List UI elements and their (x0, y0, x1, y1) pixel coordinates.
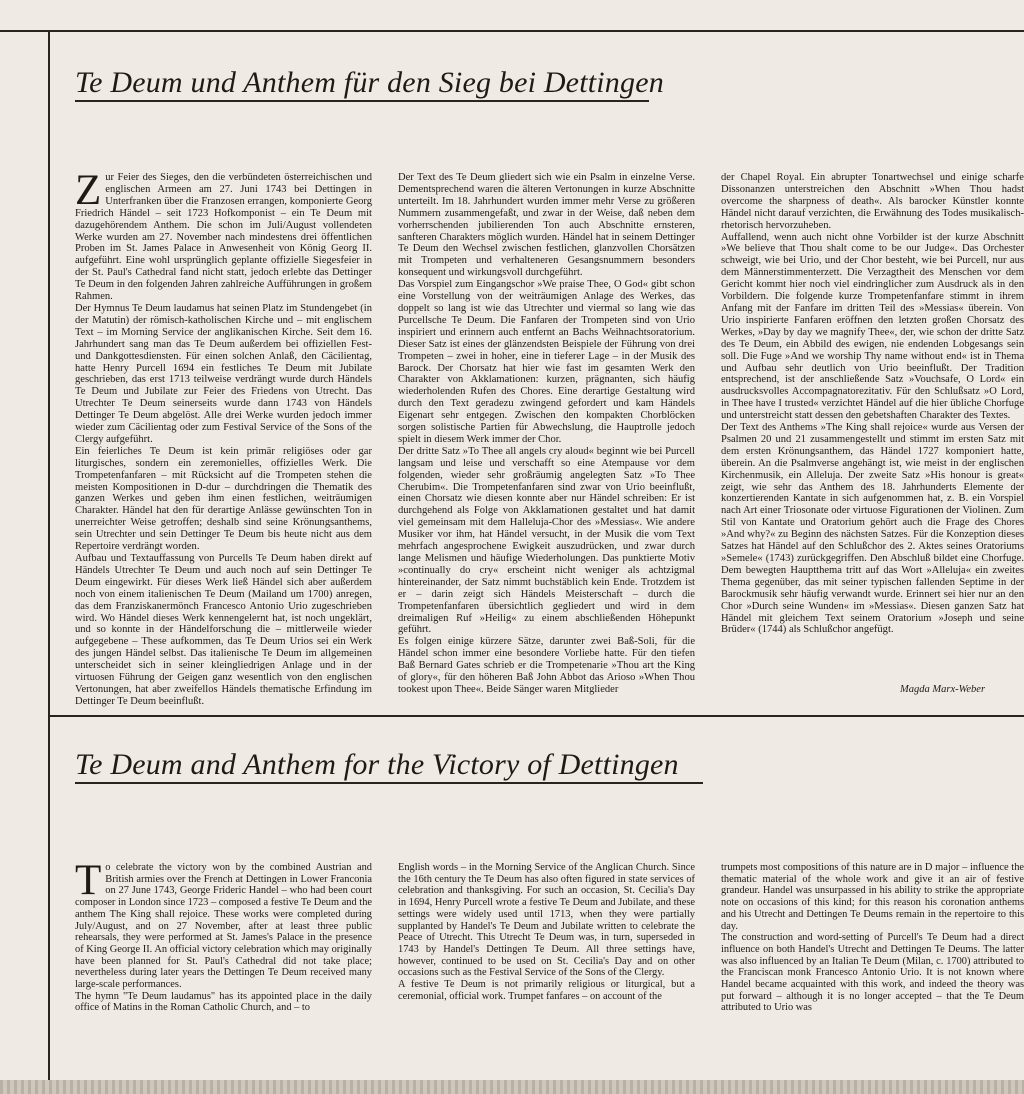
german-paragraph (75, 167, 372, 303)
english-title: Te Deum and Anthem for the Victory of Dettingen (75, 748, 679, 781)
german-dropcap: Z (75, 167, 102, 214)
german-paragraph: Aufbau und Textauffassung von Purcells Te Deum haben direkt auf Händels Utrechter Te Deum und auch noch auf sein Dettinger Te Deum eingewirkt. Für dieses Werk ließ Händel sich aber außerdem noch von einem italienischen Te Deum (Mailand um 1700) anregen, das dem Franziskanermönch Francesco Antonio Urio zugeschrieben wird. Wo Händel dieses Werk kennengelernt hat, ist noch ungeklärt, und so konnte in der Händelforschung die – mittlerweile wieder aufgegebene – These aufkommen, das Te Deum Urios sei ein Werk des jungen Händel selbst. Das italienische Te Deum im allgemeinen unterscheidet sich in seiner kleingliedrigen Anlage und in der virtuosen Führung der Geigen ganz wesentlich von den englischen Vertonungen, hat aber zweifellos Händels thematische Erfindung im Dettinger Te Deum beeinflußt. (75, 553, 372, 707)
german-column-2 (398, 172, 695, 695)
german-paragraph: Der Hymnus Te Deum laudamus hat seinen Platz im Stundengebet (in der Matutin) der römisch-katholischen Kirche und – mit englischem Text – im Morning Service der anglikanischen Kirche. Seit dem 16. Jahrhundert sang man das Te Deum außerdem bei offiziellen Fest- und Dankgottesdiensten. Für einen solchen Anlaß, den Cäcilientag, hatte Henry Purcell 1694 ein festliches Te Deum mit Jubilate geschrieben, das erst 1713 teilweise verdrängt wurde durch Händels Te Deum und Jubilate zur Feier des Friedens von Utrecht. Das Utrechter Te Deum seinerseits wurde dann 1743 von Händels Dettinger Te Deum abgelöst. Alle drei Werke wurden jedoch immer wieder zum Cäcilientag oder zum Festival Service of the Sons of the Clergy aufgeführt. (75, 302, 372, 445)
english-paragraph (75, 857, 372, 991)
section-divider (50, 715, 1024, 717)
german-paragraph: Ein feierliches Te Deum ist kein primär religiöses oder gar liturgisches, sondern ein zeremonielles, offizielles Werk. Die Trompetenfanfaren – mit Rücksicht auf die Trompeten stehen die meisten Kompositionen in D-dur – durchdringen die Thematik des ganzen Werkes und geben ihm einen festlichen, weiträumigen Charakter. Händel hat den für derartige Anlässe gewünschten Ton in unerreichter Weise getroffen; deshalb sind seine Krönungsanthems, sein Utrechter und sein Dettinger Te Deum bis heute nicht aus dem Repertoire verdrängt worden. (75, 445, 372, 553)
english-paragraph: The hymn "Te Deum laudamus" has its appointed place in the daily office of Matins in the Roman Catholic Church, and – to (75, 990, 372, 1014)
english-paragraph-text: o celebrate the victory won by the combined Austrian and British armies over the French at Dettingen in Lower Franconia on 27 June 1743, George Frideric Handel – who had been court composer in London since 1723 – composed a festive Te Deum and the anthem The King shall rejoice. These works were completed during July/August, and on 27 November, after at least three public rehearsals, they were performed at St. James's Palace in the presence of King George II. An official victory celebration which may originally have been planned for St. Paul's Cathedral did not take place; nevertheless during later years the Dettingen Te Deum received many large-scale performances. (75, 862, 372, 991)
page-edge (0, 1080, 1024, 1094)
english-paragraph: A festive Te Deum is not primarily religious or liturgical, but a ceremonial, official work. Trumpet fanfares – on account of the (398, 979, 695, 1002)
english-column-3 (721, 862, 1024, 1067)
german-column-1 (75, 167, 372, 707)
english-dropcap: T (75, 857, 102, 904)
german-paragraph: der Chapel Royal. Ein abrupter Tonartwechsel und einige scharfe Dissonanzen unterstreichen den Abschnitt »When Thou hadst overcome the sharpness of death«. Als barocker Künstler konnte Händel nicht darauf verzichten, die Erwähnung des Todes musikalisch-rhetorisch hervorzuheben. (721, 172, 1024, 231)
german-paragraph: Der dritte Satz »To Thee all angels cry aloud« beginnt wie bei Purcell langsam und leise und verschafft so eine Atempause vor dem folgenden, wieder sehr großräumig angelegten Satz »To Thee Cherubim«. Die Trompetenfanfaren sind zwar von Urio beeinflußt, einen Chorsatz wie diesen konnte aber nur Händel schreiben: Er ist durchgehend als Folge von Akklamationen gestaltet und hat damit viel gemeinsam mit dem Halleluja-Chor des »Messias«. Wie andere Musiker vor ihm, hat Händel versucht, in der Musik die vom Text mehrfach angesprochene Ewigkeit auszudrücken, und zwar durch lange Melismen und häufige Wiederholungen. Das punktierte Motiv »continually do cry« erscheint nicht weniger als achtzigmal hintereinander, der Satz nimmt buchstäblich kein Ende. Trotzdem ist er – darin zeigt sich Händels Meisterschaft – durch die Trompetenfanfaren übersichtlich gegliedert und wird in dem dreimaligen Ruf »Heilig« zu einem abschließenden Höhepunkt geführt. (398, 445, 695, 636)
german-paragraph: Das Vorspiel zum Eingangschor »We praise Thee, O God« gibt schon eine Vorstellung von der weiträumigen Anlage des Werkes, das doppelt so lang ist wie das Utrechter und viermal so lang wie das Purcellsche Te Deum. Die Fanfaren der Trompeten sind von Urio inspiriert und erinnern auch entfernt an Bachs Weihnachtsoratorium. Dieser Satz ist eines der glänzendsten Beispiele der Führung von drei Trompeten – zwei in hoher, eine in tieferer Lage – in der Musik des Barock. Der Chorsatz hat hier wie fast im gesamten Werk den Charakter von Akklamationen: kurzen, prägnanten, sich häufig wiederholenden Rufen des Chores. Eine derartige Gestaltung wird durch den Text geradezu zwingend gefordert und kam Händels Eigenart sehr entgegen. Zwischen den kompakten Chorblöcken sorgen solistische Partien für Abwechslung, die Hauptrolle jedoch spielt in diesem Werk immer der Chor. (398, 279, 695, 445)
german-paragraph: Es folgen einige kürzere Sätze, darunter zwei Baß-Soli, für die Händel schon immer eine besondere Vorliebe hatte. Für den tiefen Baß Bernard Gates schrieb er die Trompetenarie »Thou art the King of glory«, für den höheren Baß John Abbot das Arioso »When Thou tookest upon Thee«. Beide Sänger waren Mitglieder (398, 636, 695, 695)
left-border-rule (48, 30, 50, 1085)
german-column-3 (721, 172, 1024, 672)
german-paragraph: Auffallend, wenn auch nicht ohne Vorbilder ist der kurze Abschnitt »We believe that Thou shalt come to be our Judge«. Das Orchester schweigt, wie bei Urio, und der Chor besteht, wie bei Purcell, nur aus dem Männerstimmenterzett. Die Verzagtheit des Menschen vor dem Gericht kommt hier noch viel eindringlicher zum Ausdruck als in den Vorbildern. Die folgende kurze Trompetenfanfare stimmt in ihrem Anfang mit der Fanfare im dritten Teil des »Messias« überein. Von Urio inspirierte Fanfaren eröffnen den letzten großen Chorsatz des Werkes, »Day by day we magnify Thee«, der, wie schon der dritte Satz des Te Deum, ein Abbild des ewigen, nie endenden Lobgesangs sein soll. Die Fuge »And we worship Thy name without end« ist in Thema und Aufbau sehr deutlich von Urio beeinflußt. Der Tradition entsprechend, ist der anschließende Satz »Vouchsafe, O Lord« ein ausdrucksvolles Accompagnatorezitativ. Für den Schlußsatz »O Lord, in Thee have I trusted« verzichtet Händel auf die hier übliche Chorfuge und unterstreicht statt dessen den gebetshaften Charakter des Textes. (721, 231, 1024, 422)
english-paragraph: English words – in the Morning Service of the Anglican Church. Since the 16th century the Te Deum has also often figured in state services of celebration and thanksgiving. For such an occasion, St. Cecilia's Day in 1694, Henry Purcell wrote a festive Te Deum and Jubilate, and these settings were widely used until 1713, when they were partially supplanted by Handel's Te Deum and Jubilate written to celebrate the Peace of Utrecht. This Utrecht Te Deum was, in turn, superseded in 1743 by Handel's Dettingen Te Deum. All three settings have, however, continued to be used on St. Cecilia's Day and on other occasions such as the Festival Service of the Sons of the Clergy. (398, 862, 695, 979)
english-paragraph: trumpets most compositions of this nature are in D major – influence the thematic material of the whole work and give it an air of festive grandeur. Handel was unsurpassed in his ability to strike the appropriate note on occasions of this kind; for this reason his coronation anthems and his Utrecht and Dettingen Te Deums remain in the repertoire to this day. (721, 862, 1024, 932)
english-column-1 (75, 857, 372, 1067)
top-border-rule (0, 30, 1024, 32)
german-title: Te Deum und Anthem für den Sieg bei Dettingen (75, 66, 664, 99)
author-signature: Magda Marx-Weber (900, 684, 986, 695)
english-title-underline (75, 782, 703, 784)
german-paragraph: Der Text des Te Deum gliedert sich wie ein Psalm in einzelne Verse. Dementsprechend waren die älteren Vertonungen in kurze Abschnitte unterteilt. Im 18. Jahrhundert wurden immer mehr Verse zu größeren Nummern zusammengefaßt, und zwar in der Weise, daß neben dem vorherrschenden jubilierenden Ton auch Abschnitte ernsteren, sanfteren Charakters möglich wurden. Händel hat in seinem Dettinger Te Deum den Wechsel zwischen festlichen, glanzvollen Chorsätzen mit Trompeten und verhalteneren Gesangsnummern besonders konsequent und wirkungsvoll durchgeführt. (398, 172, 695, 279)
english-paragraph: The construction and word-setting of Purcell's Te Deum had a direct influence on both Handel's Utrecht and Dettingen Te Deums. The latter was also influenced by an Italian Te Deum (Milan, c. 1700) attributed to the Franciscan monk Francesco Antonio Urio. It is not known where Handel became acquainted with this work, and indeed the theory was put forward – although it is no longer accepted – that the Te Deum attributed to Urio was (721, 932, 1024, 1014)
german-paragraph: Der Text des Anthems »The King shall rejoice« wurde aus Versen der Psalmen 20 und 21 zusammengestellt und stimmt im ersten Satz mit dem ersten Krönungsanthem, das Händel 1727 komponiert hatte, überein. An die Psalmverse angehängt ist, wie meist in der englischen Kirchenmusik, ein Alleluja. Der zweite Satz »His honour is great« zeigt, wie sehr das Anthem des 18. Jahrhunderts Elemente der konzertierenden Kantate in sich aufgenommen hat, z. B. ein Vorspiel nach Art einer Triosonate oder virtuose Figurationen der Violinen. Zum Stil von Kantate und Oratorium gehört auch die Frage des Chores »And why?« zu Beginn des nächsten Satzes. Für die Konzeption dieses Satzes hat Händel auf den Schlußchor des 2. Aktes seines Oratoriums »Semele« (1743) zurückgegriffen. Den Abschluß bildet eine Chorfuge. Dem bewegten Hauptthema tritt auf das Wort »Alleluja« ein zweites Thema gegenüber, das mit seiner typischen fallenden Septime in der Barockmusik sehr häufig verwandt wurde. Erinnert sei hier nur an den Chor »Durch seine Wunden« im »Messias«. Diesen ganzen Satz hat Händel mit gleichem Text seinem Oratorium »Joseph und seine Brüder« (1744) als Schlußchor angefügt. (721, 422, 1024, 636)
english-column-2 (398, 862, 695, 1067)
german-paragraph-text: ur Feier des Sieges, den die verbündeten österreichischen und englischen Armeen am 27. Juni 1743 bei Dettingen in Unterfranken über die Franzosen errangen, komponierte Georg Friedrich Händel – seit 1723 Hofkomponist – ein Te Deum mit dazugehörendem Anthem. Die schon im Juli/August vollendeten Werke wurden am 27. November nach mindestens drei öffentlichen Proben im St. James Palace in Anwesenheit von König Georg II. aufgeführt. Eine wohl ursprünglich geplante offizielle Siegesfeier in der St. Paul's Cathedral fand nicht statt, jedoch erlebte das Dettinger Te Deum in den folgenden Jahren zahlreiche Aufführungen in großem Rahmen. (75, 172, 372, 303)
german-title-underline (75, 100, 649, 102)
